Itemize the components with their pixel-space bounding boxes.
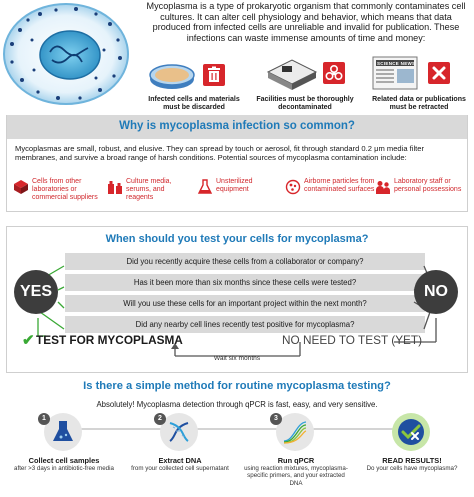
step-4-circle [392, 413, 430, 451]
airborne-icon [285, 179, 301, 195]
trash-icon [203, 64, 225, 86]
consequence-discard [142, 94, 246, 112]
newspaper-illustration [371, 54, 423, 92]
yes-circle: YES [14, 270, 58, 314]
bottles-icon [107, 179, 123, 195]
step-4-desc: Do your cells have mycoplasma? [366, 465, 458, 472]
step-1-desc: after >3 days in antibiotic-free media [14, 465, 114, 472]
petri-dish-illustration [148, 57, 196, 91]
why-section [6, 115, 468, 212]
consequence-decontaminate-label: Facilities must be thoroughly decontaminated [256, 96, 354, 111]
close-icon [428, 62, 450, 84]
yes-result: TEST FOR MYCOPLASMA [36, 333, 183, 347]
step-2-title: Extract DNA [158, 456, 202, 465]
why-paragraph: Mycoplasmas are small, robust, and elusive. They can spread by touch or aerosol, fit through standard 0.2 μm media filter membranes, and survive a broad range of harsh conditions. Potential sources of mycoplasma contamination include: [15, 144, 425, 162]
cube-icon [13, 179, 29, 195]
consequence-decontaminate [254, 94, 356, 112]
step-1-title: Collect cell samples [28, 456, 100, 465]
source-cells-label: Cells from other laboratories or commercial suppliers [32, 178, 98, 201]
source-equipment-label: Unsterilized equipment [216, 178, 253, 193]
step-3-title: Run qPCR [277, 456, 315, 465]
wait-label: Wait six months [213, 355, 261, 362]
step-2-desc: from your collected cell supernatant [131, 465, 229, 472]
facility-illustration [264, 54, 320, 92]
consequence-discard-label: Infected cells and materials must be discarded [148, 96, 240, 111]
method-subtitle: Absolutely! Mycoplasma detection through qPCR is fast, easy, and very sensitive. [96, 400, 378, 409]
no-circle: NO [414, 270, 458, 314]
result-check-icon [392, 413, 430, 451]
step-3-desc: using reaction mixtures, mycoplasma-specific primers, and your extracted DNA [244, 465, 348, 487]
consequence-retract-label: Related data or publications must be retracted [372, 96, 466, 111]
step-4-title: READ RESULTS! [382, 456, 442, 465]
question-4: Did any nearby cell lines recently test positive for mycoplasma? [65, 316, 425, 333]
newspaper-header: SCIENCE NEWS [377, 61, 416, 66]
source-staff-label: Laboratory staff or personal possessions [394, 178, 462, 193]
question-3: Will you use these cells for an important project within the next month? [65, 295, 425, 312]
flask-icon [197, 179, 213, 195]
consequence-retract [364, 94, 474, 112]
question-2: Has it been more than six months since these cells were tested? [65, 274, 425, 291]
step-2-number: 2 [154, 413, 166, 425]
intro-paragraph: Mycoplasma is a type of prokaryotic organism that commonly contaminates cell cultures. It can alter cell physiology and behavior, which means that data produced from infected cells are unreliable and invalid for publication. These infections can waste immense amounts of time and money: [146, 1, 466, 43]
check-icon: ✔ [22, 332, 35, 349]
biohazard-icon [323, 62, 345, 84]
source-airborne-label: Airborne particles from contaminated surfaces [304, 178, 375, 193]
why-title: Why is mycoplasma infection so common? [119, 120, 355, 132]
step-3-number: 3 [270, 413, 282, 425]
method-title: Is there a simple method for routine mycoplasma testing? [83, 380, 391, 392]
question-1: Did you recently acquire these cells from a collaborator or company? [65, 253, 425, 270]
source-media-label: Culture media, serums, and reagents [126, 178, 172, 201]
step-1-number: 1 [38, 413, 50, 425]
no-result: NO NEED TO TEST (YET) [282, 333, 423, 347]
decision-flow-lines [0, 250, 474, 370]
people-icon [375, 179, 391, 195]
infected-cell-illustration [0, 0, 140, 108]
when-title: When should you test your cells for mycoplasma? [105, 233, 369, 245]
